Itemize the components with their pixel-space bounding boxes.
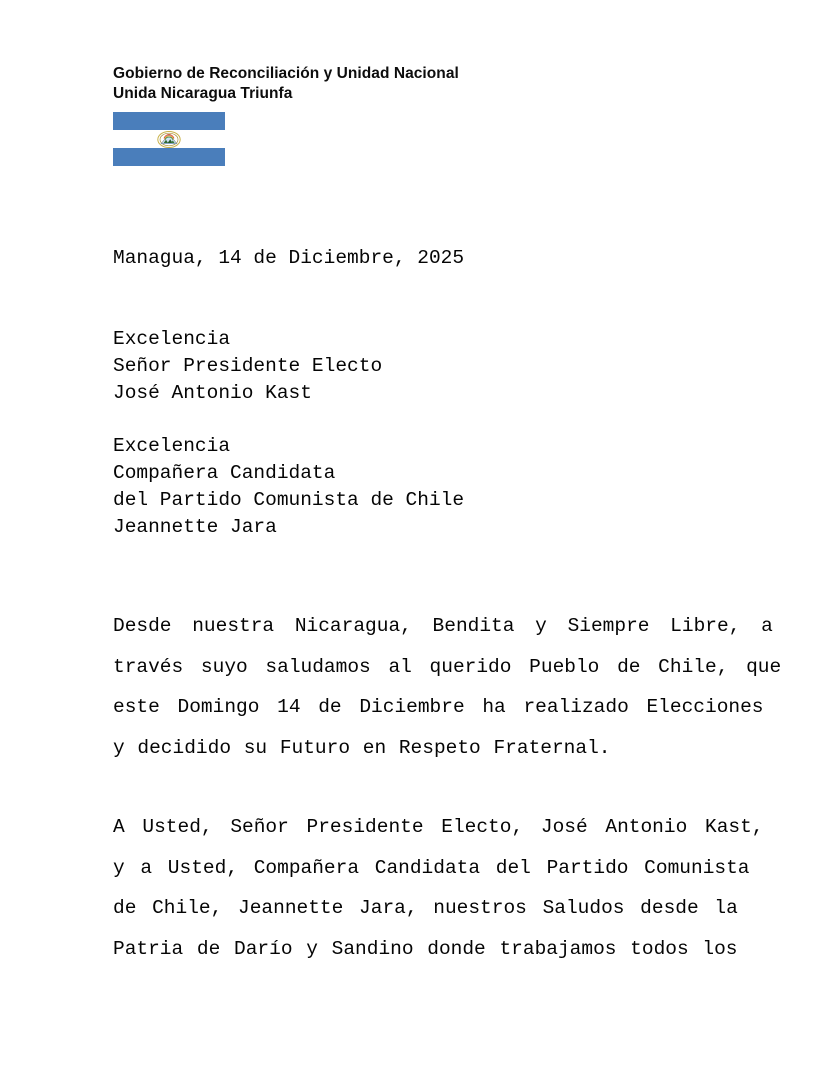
date-line: Managua, 14 de Diciembre, 2025 xyxy=(113,247,465,269)
date-block xyxy=(113,245,464,271)
paragraph-line: través suyo saludamos al querido Pueblo de Chile, que xyxy=(113,655,782,678)
addressee-line: José Antonio Kast xyxy=(113,382,312,404)
flag-band-top xyxy=(113,112,225,130)
paragraph-1 xyxy=(113,606,781,768)
addressee-secondary xyxy=(113,433,464,541)
paragraph-2 xyxy=(113,807,764,969)
paragraph-line: Desde nuestra Nicaragua, Bendita y Siempre Libre, a xyxy=(113,615,773,637)
paragraph-line: este Domingo 14 de Diciembre ha realizado Elecciones xyxy=(113,696,764,718)
paragraph-line: A Usted, Señor Presidente Electo, José Antonio Kast, xyxy=(113,816,764,838)
addressee-line: Jeannette Jara xyxy=(113,516,277,538)
addressee-primary xyxy=(113,326,382,407)
flag-band-bottom xyxy=(113,148,225,166)
letterhead-line-2: Unida Nicaragua Triunfa xyxy=(113,85,293,102)
nicaragua-coat-of-arms-icon xyxy=(157,131,181,148)
addressee-line: Compañera Candidata xyxy=(113,462,336,484)
paragraph-line: y a Usted, Compañera Candidata del Partido Comunista xyxy=(113,856,750,879)
paragraph-line: Patria de Darío y Sandino donde trabajamos todos los xyxy=(113,937,738,960)
paragraph-line: de Chile, Jeannette Jara, nuestros Saludos desde la xyxy=(113,897,738,919)
letterhead-line-1: Gobierno de Reconciliación y Unidad Nacional xyxy=(113,65,459,82)
addressee-line: Señor Presidente Electo xyxy=(113,355,383,377)
addressee-line: Excelencia xyxy=(113,435,231,457)
letterhead xyxy=(113,64,753,104)
paragraph-line: y decidido su Futuro en Respeto Fraternal. xyxy=(113,736,611,759)
addressee-line: del Partido Comunista de Chile xyxy=(113,489,465,511)
addressee-line: Excelencia xyxy=(113,328,231,350)
nicaragua-flag xyxy=(113,112,225,166)
